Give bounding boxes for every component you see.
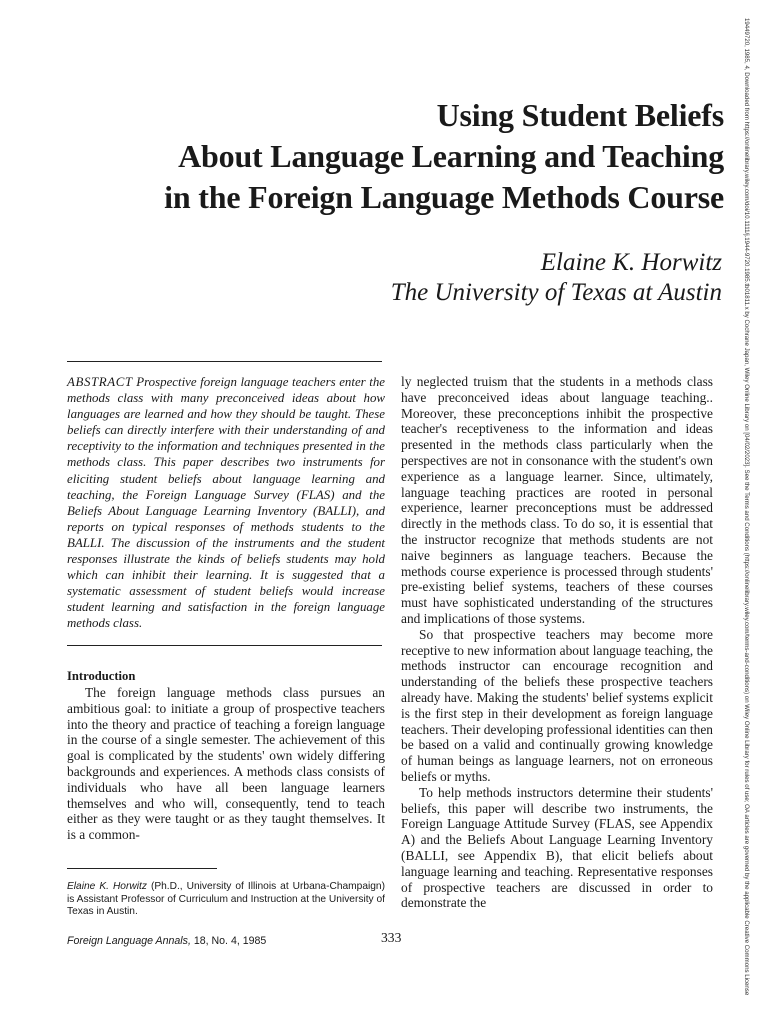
right-column: [401, 374, 713, 911]
right-paragraph-3: To help methods instructors determine their students' beliefs, this paper will describe two instruments, the Foreign Language Attitude Survey (FLAS, see Appendix A) and the Beliefs About Language Learning Inventory (BALLI, see Appendix B), that elicit beliefs about language learning and teaching. Representative responses of prospective teachers are discussed in order to demonstrate the: [401, 784, 713, 911]
journal-citation: [67, 935, 266, 947]
right-paragraph-2: So that prospective teachers may become more receptive to new information about language teaching, the methods instructor can encourage recognition and understanding of the beliefs these prospective teachers already have. Making the students' belief systems explicit is the first step in their development as foreign language teachers. Their developing professional identities can then be based on a valid and continually growing knowledge of human beings as language learners, not on erroneous beliefs or myths.: [401, 626, 713, 784]
side-notice-text: 19449720, 1985, 4, Downloaded from https://onlinelibrary.wiley.com/doi/10.1111/j.1944-9720.1985.tb01811.x by Cochrane Japan, Wiley Online Library on [04/02/2023]. See the Terms and Conditions (https://onlinelibrary.wiley.com/terms-and-conditions) on Wiley Online Library for rules of use; OA articles are governed by the applicable Creative Commons License: [743, 18, 750, 996]
author-footnote: [67, 881, 385, 919]
abstract-bottom-rule: [67, 645, 382, 646]
article-title: [40, 95, 724, 218]
author-name: Elaine K. Horwitz: [540, 249, 722, 276]
abstract: [67, 374, 385, 632]
footnote-text: (Ph.D., University of Illinois at Urbana-Champaign) is Assistant Professor of Curriculum and Instruction at the University of Texas in Austin.: [67, 881, 385, 918]
title-line-2: About Language Learning and Teaching: [178, 138, 724, 174]
introduction-heading: Introduction: [67, 669, 136, 683]
title-line-1: Using Student Beliefs: [436, 97, 724, 133]
title-line-3: in the Foreign Language Methods Course: [164, 179, 724, 215]
right-paragraph-1: ly neglected truism that the students in a methods class have preconceived ideas about language teaching.. Moreover, these preconceptions inhibit the prospective teacher's receptiveness to the information and ideas presented in the methods class particularly when the perspectives are not in consonance with the student's own experience as a language learner. Since, ultimately, language teaching practices are rooted in personal experience, learner preconceptions must be addressed directly in the methods class. To do so, it is essential that the instructor recognize that methods students are not naive beginners as language teachers. Because the methods course experience is processed through students' pre-existing belief systems, teachers of these courses must have sophisticated understanding of the structures and implications of those systems.: [401, 374, 713, 626]
abstract-text: Prospective foreign language teachers enter the methods class with many preconceived ideas about how languages are learned and how they should be taught. These beliefs can directly interfere with their understanding of and receptivity to the information and techniques presented in the methods class. This paper describes two instruments for eliciting student beliefs about language learning and teaching, the Foreign Language Survey (FLAS) and the Beliefs About Language Learning Inventory (BALLI), and reports on typical responses of methods students to the BALLI. The discussion of the instruments and the student responses illustrate the kinds of beliefs students may hold which can inhibit their learning. It is suggested that a systematic assessment of student beliefs would increase student learning and satisfaction in the foreign language methods class.: [67, 375, 385, 631]
journal-name: Foreign Language Annals,: [67, 935, 191, 947]
side-download-notice: [738, 18, 752, 1018]
page-number: 333: [381, 930, 402, 945]
abstract-top-rule: [67, 361, 382, 362]
footnote-rule: [67, 868, 217, 869]
abstract-label: ABSTRACT: [67, 375, 133, 389]
introduction-paragraph: The foreign language methods class pursues an ambitious goal: to initiate a group of prospective teachers into the theory and practice of teaching a foreign language in the course of a single semester. The achievement of this goal is complicated by the students' own widely differing backgrounds and experiences. A methods class consists of individuals who have all been language learners themselves and who will, consequently, tend to teach either as they were taught or as they taught themselves. It is a common-: [67, 685, 385, 843]
journal-issue: 18, No. 4, 1985: [193, 935, 267, 947]
introduction-body: [67, 685, 385, 843]
author-affiliation: The University of Texas at Austin: [390, 279, 722, 306]
footnote-author-name: Elaine K. Horwitz: [67, 881, 147, 892]
